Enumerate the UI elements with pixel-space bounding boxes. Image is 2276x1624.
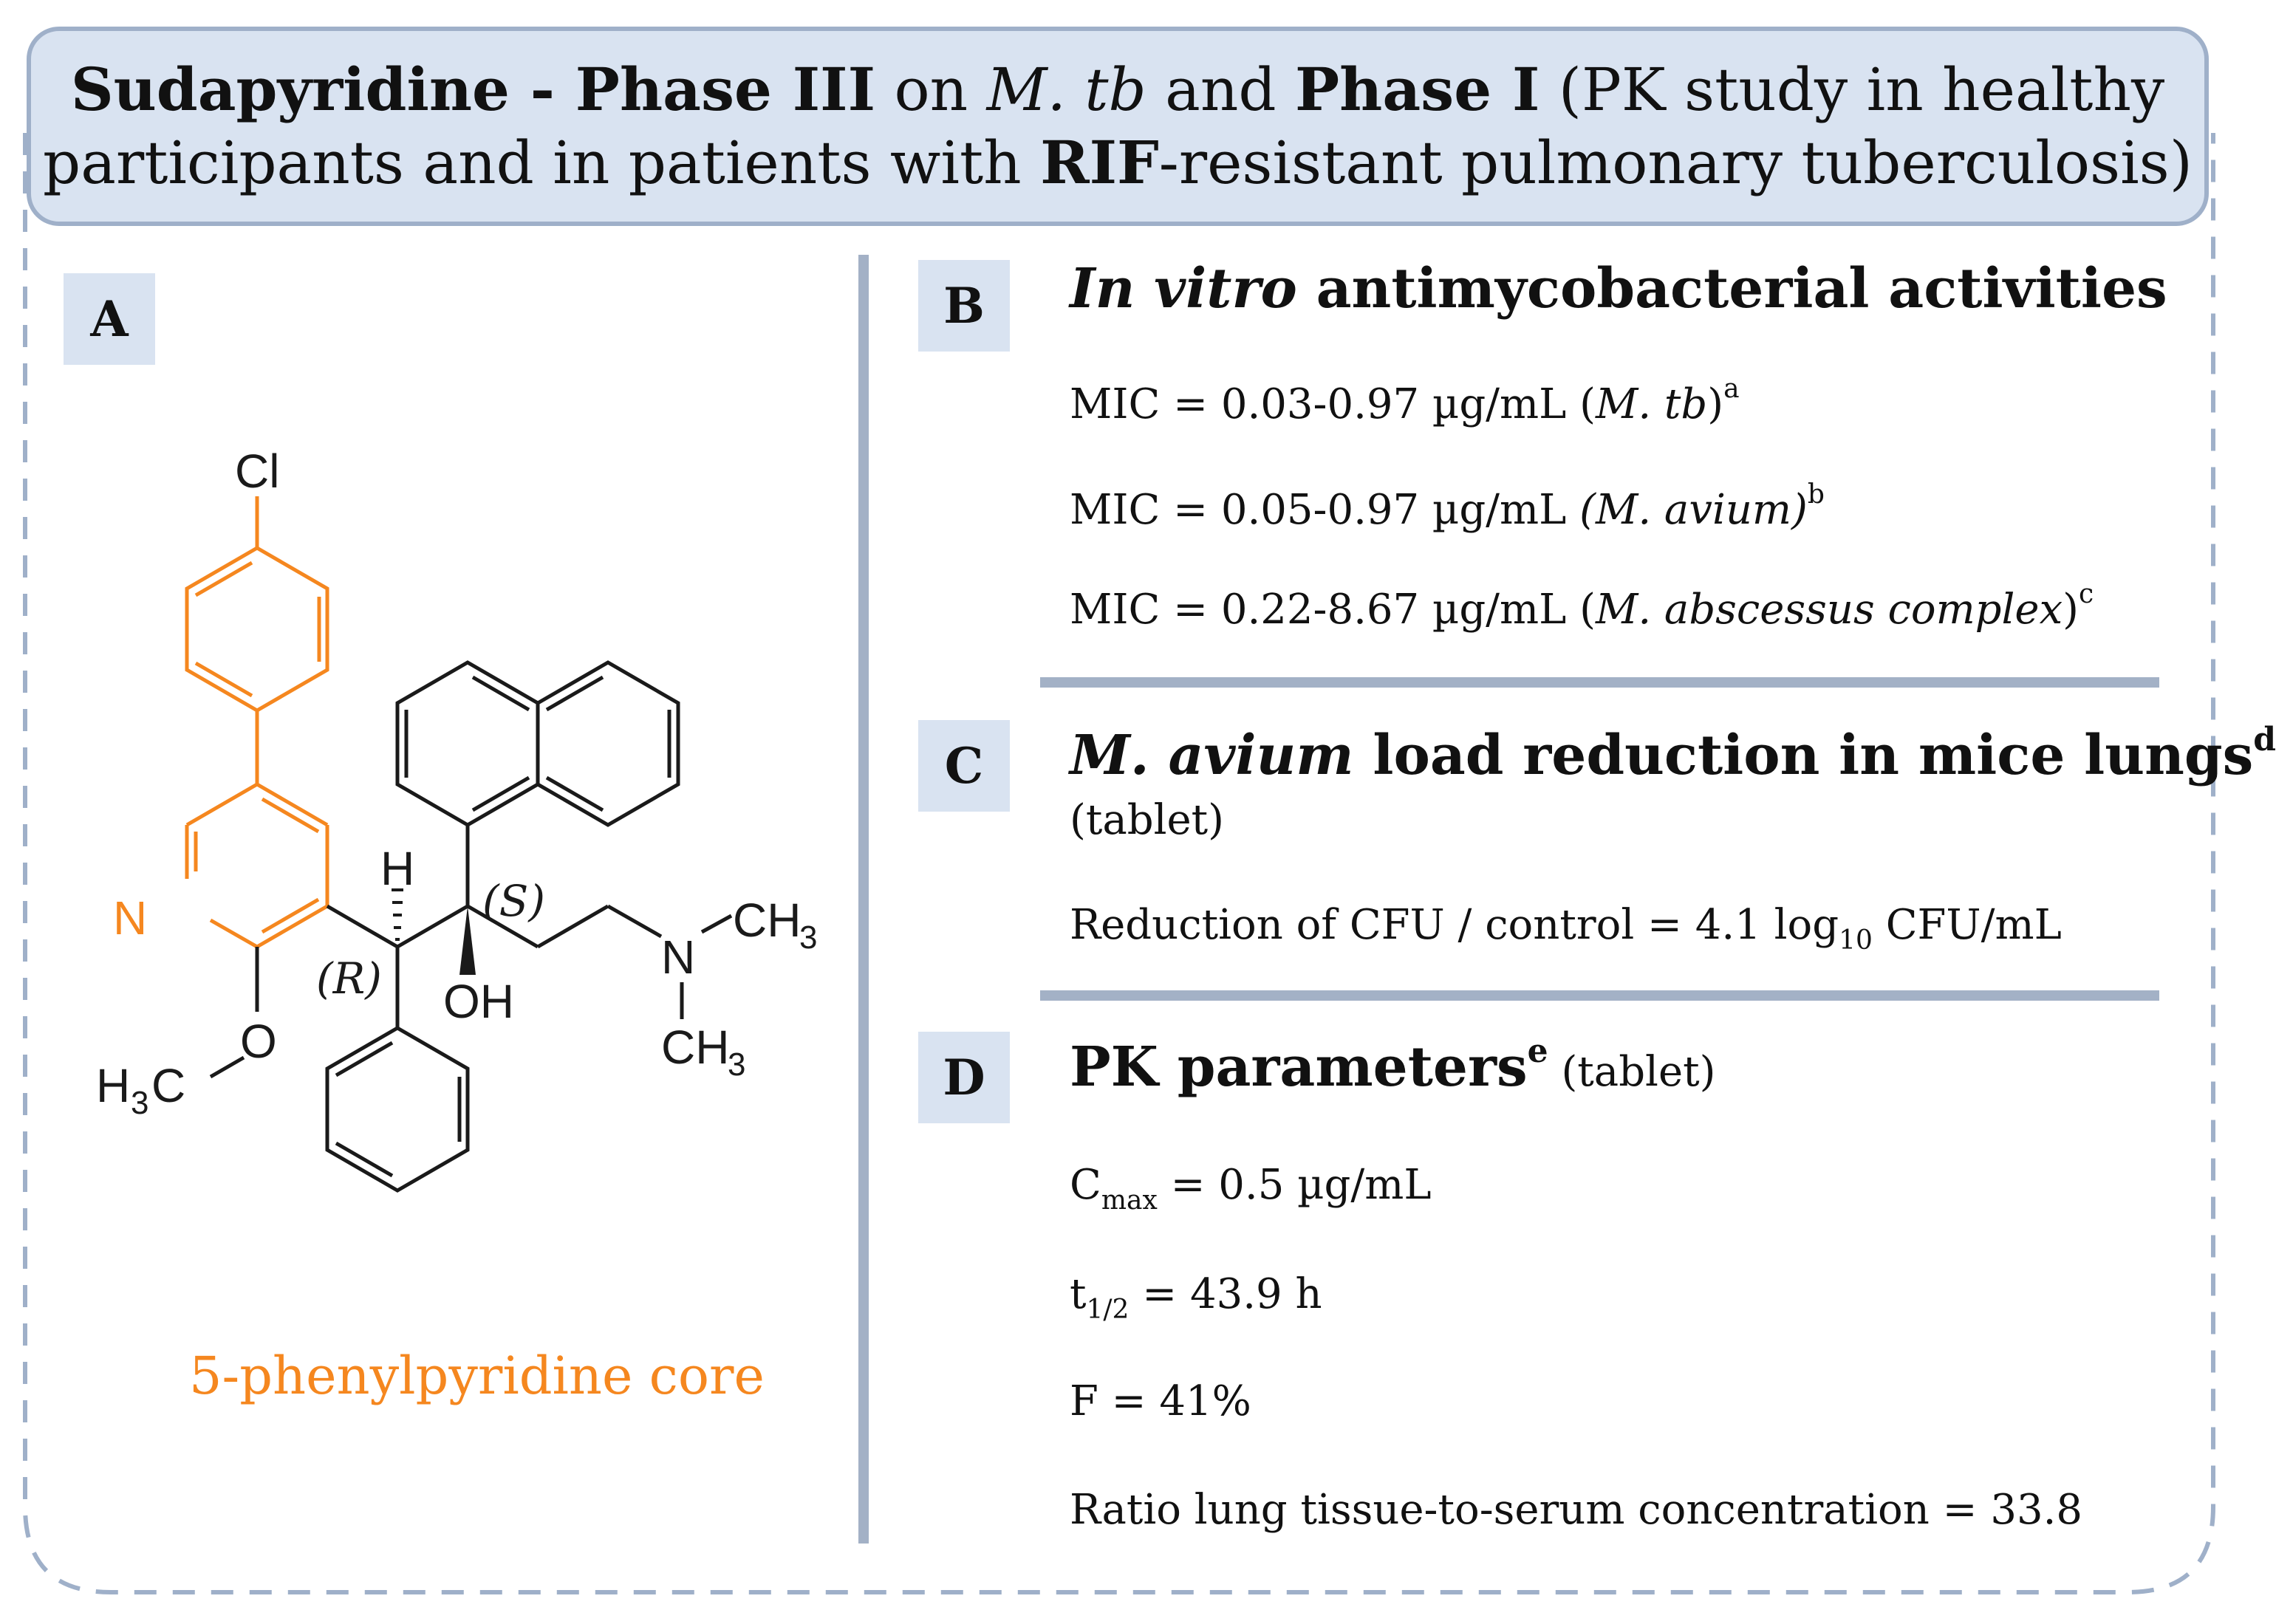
methyl-bottom-label: [661, 1021, 745, 1083]
svg-text:CH: CH: [661, 1021, 730, 1074]
r-stereo-label: (R): [316, 953, 382, 1004]
pyridine-n-atom: N: [113, 891, 148, 945]
phenylpyridine-core: [187, 496, 327, 947]
sudapyridine-structure: [0, 0, 857, 1255]
organism-mtb: M. tb: [986, 55, 1146, 124]
svg-text:3: 3: [728, 1046, 746, 1083]
h-atom: H: [380, 842, 415, 895]
header-title: Sudapyridine - Phase III on M. tb and Phase I (PK study in healthy participants and in patients with RIF-resistant pulmonary tuberculosis): [43, 55, 2193, 197]
methyl-top-label: [733, 894, 817, 956]
cfu-reduction: Reduction of CFU / control = 4.1 $\log_{10} CFU/mL$: [1070, 901, 2062, 956]
panel-c-badge: C: [918, 720, 1010, 812]
s-stereo-label: (S): [482, 876, 545, 926]
svg-text:C: C: [151, 1059, 186, 1112]
svg-text:CH: CH: [733, 894, 802, 947]
panel-d-badge: D: [918, 1032, 1010, 1123]
bold-wedge: [459, 906, 476, 975]
rif: RIF: [1040, 128, 1159, 197]
mic-mtb: MIC = 0.03-0.97 µg/mL (M. tb)$^a$: [1070, 374, 1740, 428]
divider-b-c: [1040, 677, 2159, 688]
panel-a-badge: A: [64, 273, 155, 365]
mic-abscessus: MIC = 0.22-8.67 µg/mL (M. abscessus complex)$^c$: [1070, 579, 2094, 634]
svg-text:3: 3: [131, 1085, 149, 1121]
lung-serum-ratio: Ratio lung tissue-to-serum concentration = 33.8: [1070, 1486, 2083, 1534]
panel-b-badge: B: [918, 260, 1010, 352]
cmax-value: $C_{max} = 0.5$ µg/mL: [1070, 1161, 1432, 1216]
panel-d-title: PK parameters$^e$ (tablet): [1070, 1032, 1716, 1099]
core-label: 5-phenylpyridine core: [189, 1346, 765, 1406]
drug-name: Sudapyridine: [70, 55, 510, 124]
divider-c-d: [1040, 990, 2159, 1001]
phase-iii: Phase III: [575, 55, 876, 124]
panel-c-title: M. avium load reduction in mice lungs$^d$: [1070, 721, 2276, 787]
bioavailability-value: F = 41%: [1070, 1377, 1251, 1425]
panel-b-title: In vitro antimycobacterial activities: [1070, 257, 2167, 321]
vertical-divider: [858, 255, 869, 1544]
mic-avium: MIC = 0.05-0.97 µg/mL (M. avium)$^b$: [1070, 479, 1825, 534]
half-life-value: $t_{1/2} = 43.9$ h: [1070, 1270, 1322, 1325]
phase-i: Phase I: [1295, 55, 1540, 124]
methyl-h3c-label: [96, 1059, 185, 1121]
svg-text:H: H: [96, 1059, 131, 1112]
chlorine-atom: Cl: [235, 445, 280, 498]
hashed-wedge: [392, 890, 403, 939]
svg-text:3: 3: [799, 919, 818, 956]
hydroxyl-label: OH: [443, 975, 514, 1028]
panel-c-subtitle: (tablet): [1070, 796, 1224, 844]
methoxy-o-atom: O: [240, 1015, 277, 1068]
amine-n-atom: N: [661, 931, 696, 984]
